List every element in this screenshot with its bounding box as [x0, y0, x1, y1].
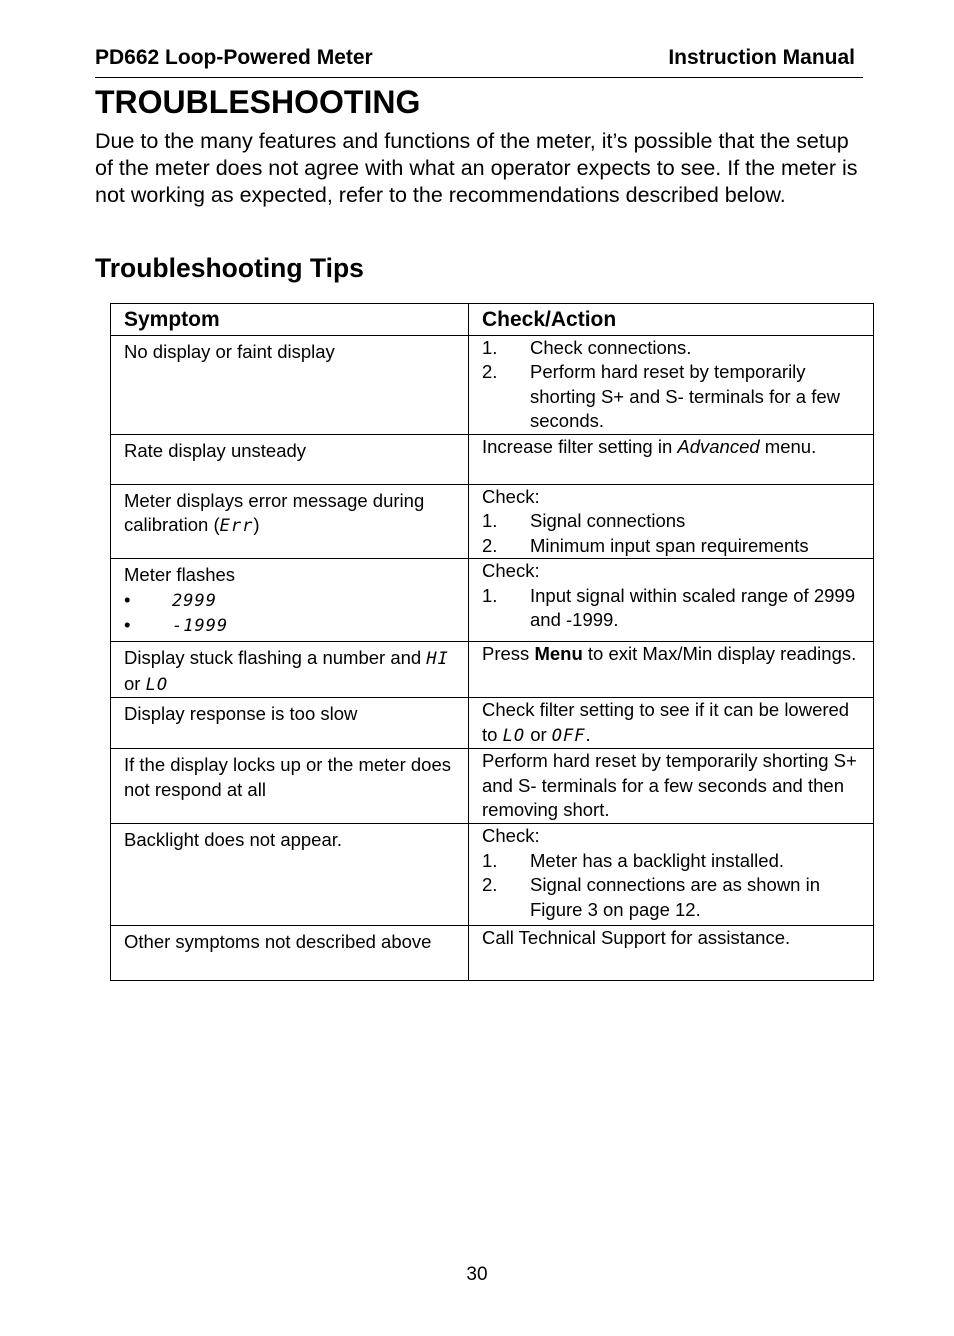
- action-text: Press: [482, 643, 535, 664]
- check-label: Check:: [482, 485, 540, 507]
- step-number: 1.: [482, 336, 498, 358]
- step-number: 1.: [482, 510, 498, 531]
- symptom-cell: [111, 484, 469, 559]
- error-display-code: Err: [219, 516, 254, 536]
- list-item: [124, 588, 455, 614]
- subsection-title: Troubleshooting Tips: [95, 253, 364, 283]
- action-steps: [482, 509, 860, 558]
- table-row: [111, 335, 874, 434]
- header-manual-title: Instruction Manual: [668, 46, 855, 69]
- symptom-cell: Backlight does not appear.: [111, 824, 469, 926]
- action-step: [482, 509, 860, 534]
- symptom-cell: Rate display unsteady: [111, 434, 469, 484]
- table-row: [111, 559, 874, 642]
- bullet: •: [124, 614, 131, 635]
- symptom-text: Display stuck flashing a number and: [124, 647, 427, 668]
- action-text: Check filter setting to see if it can be lowered to: [482, 699, 850, 745]
- action-cell: [469, 642, 874, 698]
- action-step: [482, 534, 860, 559]
- action-step: [482, 584, 860, 633]
- action-cell: [469, 559, 874, 642]
- advanced-menu-name: Advanced: [677, 435, 760, 457]
- flash-values-list: [124, 588, 455, 639]
- symptom-text: Meter flashes: [124, 564, 236, 585]
- step-number: 2.: [482, 874, 498, 895]
- display-code: LO: [502, 725, 526, 746]
- step-text: Signal connections are as shown in Figure 3 on page 12.: [530, 874, 821, 920]
- action-cell: Perform hard reset by temporarily shorting S+ and S- terminals for a few seconds and then removing short.: [469, 749, 874, 824]
- symptom-cell: If the display locks up or the meter does not respond at all: [111, 749, 469, 824]
- symptom-header: Symptom: [111, 304, 469, 336]
- check-label: Check:: [482, 560, 540, 581]
- table-row: [111, 698, 874, 749]
- symptom-cell: [111, 559, 469, 642]
- step-text: Perform hard reset by temporarily shorting S+ and S- terminals for a few seconds.: [530, 361, 841, 431]
- table-row: [111, 484, 874, 559]
- action-cell: [469, 698, 874, 749]
- check-label: Check:: [482, 825, 540, 846]
- action-steps: [482, 849, 860, 923]
- step-text: Minimum input span requirements: [530, 534, 809, 556]
- troubleshooting-table: [110, 303, 874, 981]
- table-header-row: [111, 304, 874, 336]
- intro-paragraph: Due to the many features and functions of the meter, it’s possible that the setup of the meter does not agree with what an operator expects to see. If the meter is not working as expected, refer to the recommendations described below.: [95, 129, 858, 207]
- action-text: menu.: [759, 435, 817, 457]
- action-cell: [469, 484, 874, 559]
- step-text: Meter has a backlight installed.: [530, 849, 784, 871]
- page-number: 30: [466, 1264, 488, 1285]
- table-row: [111, 434, 874, 484]
- step-number: 2.: [482, 361, 498, 382]
- action-step: [482, 360, 860, 434]
- display-code: LO: [145, 674, 169, 695]
- symptom-text: ): [253, 514, 260, 535]
- symptom-cell: Display response is too slow: [111, 698, 469, 749]
- action-cell: [469, 434, 874, 484]
- action-text: Increase filter setting in: [482, 435, 678, 457]
- symptom-cell: [111, 642, 469, 698]
- action-steps: [482, 336, 860, 434]
- step-number: 1.: [482, 584, 498, 606]
- display-code: 2999: [172, 590, 217, 611]
- symptom-text: Meter displays error message during calibration (: [124, 489, 425, 535]
- display-code: -1999: [172, 616, 229, 636]
- step-number: 1.: [482, 849, 498, 871]
- symptom-cell: Other symptoms not described above: [111, 926, 469, 981]
- section-title: TROUBLESHOOTING: [95, 84, 421, 120]
- table-row: [111, 926, 874, 981]
- action-cell: [469, 335, 874, 434]
- display-code: OFF: [551, 725, 586, 746]
- table-row: [111, 749, 874, 824]
- action-text: .: [585, 723, 591, 745]
- action-text: or: [525, 723, 552, 745]
- action-header: Check/Action: [469, 304, 874, 336]
- list-item: [124, 613, 455, 639]
- display-code: HI: [426, 649, 449, 669]
- table-row: [111, 642, 874, 698]
- action-step: [482, 849, 860, 874]
- action-step: [482, 873, 860, 922]
- page-header: [95, 46, 863, 78]
- symptom-cell: No display or faint display: [111, 335, 469, 434]
- action-cell: Call Technical Support for assistance.: [469, 926, 874, 981]
- step-number: 2.: [482, 534, 498, 556]
- action-text: to exit Max/Min display readings.: [582, 643, 857, 664]
- symptom-text: or: [124, 672, 146, 694]
- step-text: Signal connections: [530, 510, 686, 531]
- menu-button-name: Menu: [534, 643, 583, 664]
- step-text: Input signal within scaled range of 2999 and -1999.: [530, 584, 855, 630]
- action-steps: [482, 584, 860, 633]
- table-row: [111, 824, 874, 926]
- action-step: [482, 336, 860, 361]
- step-text: Check connections.: [530, 336, 692, 358]
- bullet: •: [124, 588, 131, 610]
- action-cell: [469, 824, 874, 926]
- header-product-title: PD662 Loop-Powered Meter: [95, 46, 373, 69]
